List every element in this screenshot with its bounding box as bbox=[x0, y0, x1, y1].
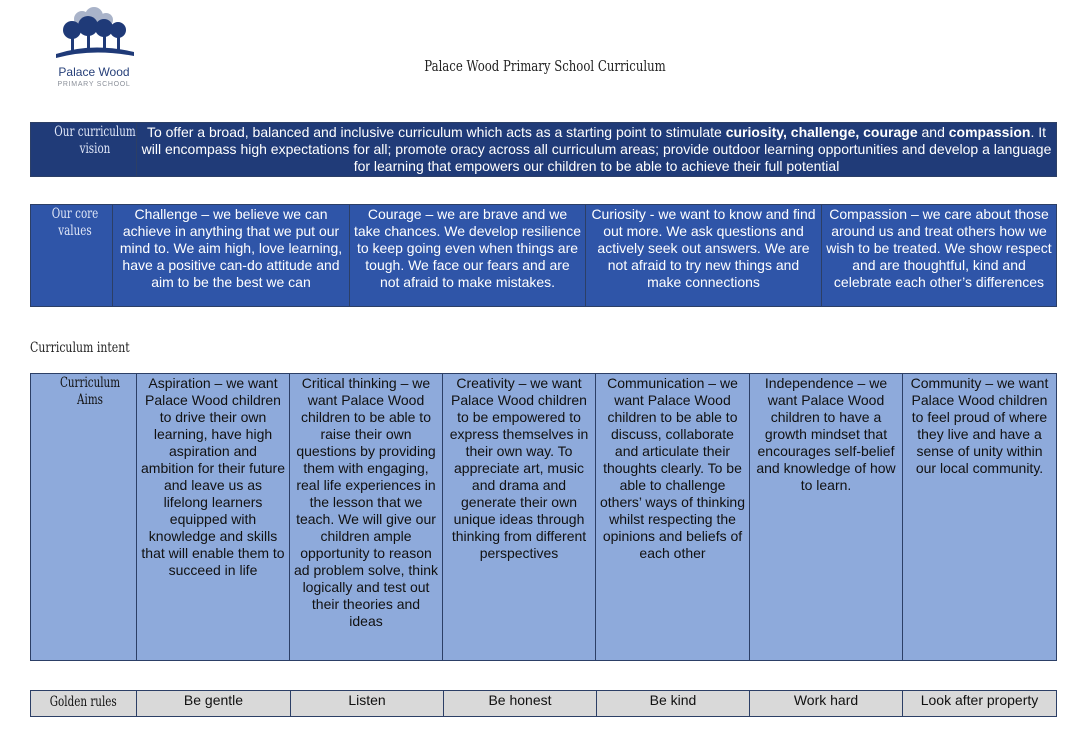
trees-logo-icon bbox=[52, 6, 136, 62]
golden-rule-be-honest: Be honest bbox=[444, 691, 597, 717]
vision-label: Our curriculum vision bbox=[54, 124, 136, 157]
aims-label: Curriculum Aims bbox=[59, 375, 121, 408]
vision-bold-values: curiosity, challenge, courage bbox=[725, 124, 918, 140]
aims-label-cell bbox=[31, 374, 137, 661]
golden-rule-listen: Listen bbox=[291, 691, 444, 717]
core-value-compassion: Compassion – we care about those around us and treat others how we wish to be treated. We show respect and are thoughtful, kind and celebrate each other’s differences bbox=[822, 205, 1057, 307]
golden-rule-be-kind: Be kind bbox=[597, 691, 750, 717]
golden-rules-label: Golden rules bbox=[50, 694, 117, 710]
golden-rules-label-cell bbox=[31, 691, 137, 717]
vision-bold-compassion: compassion bbox=[948, 124, 1031, 140]
aim-communication: Communication – we want Palace Wood children to be able to discuss, collaborate and articulate their thoughts clearly. To be able to challenge others’ ways of thinking whilst respecting the opinions and beliefs of each other bbox=[596, 374, 750, 661]
aim-aspiration: Aspiration – we want Palace Wood children to drive their own learning, have high aspiration and ambition for their future and leave us as lifelong learners equipped with knowledge and skills that will enable them to succeed in life bbox=[137, 374, 290, 661]
vision-text-1: To offer a broad, balanced and inclusive curriculum which acts as a starting point to stimulate bbox=[146, 124, 726, 140]
core-values-table bbox=[30, 204, 1057, 307]
vision-text-2: and bbox=[917, 124, 949, 140]
aim-critical-thinking: Critical thinking – we want Palace Wood children to be able to raise their own questions by providing them with engaging, real life experiences in the lesson that we teach. We will give our children ample opportunity to reason ad problem solve, think logically and test out their theories and ideas bbox=[290, 374, 443, 661]
core-value-curiosity: Curiosity - we want to know and find out more. We ask questions and actively seek out answers. We are not afraid to try new things and make connections bbox=[586, 205, 822, 307]
golden-rule-work-hard: Work hard bbox=[750, 691, 903, 717]
core-value-challenge: Challenge – we believe we can achieve in anything that we put our mind to. We aim high, love learning, have a positive can-do attitude and aim to be the best we can bbox=[113, 205, 350, 307]
core-value-courage: Courage – we are brave and we take chances. We develop resilience to keep going even when things are tough. We face our fears and are not afraid to make mistakes. bbox=[350, 205, 586, 307]
core-values-label: Our core values bbox=[51, 206, 99, 239]
vision-label-cell bbox=[31, 123, 137, 177]
golden-rules-table bbox=[30, 690, 1057, 717]
aim-independence: Independence – we want Palace Wood children to have a growth mindset that encourages self-belief and knowledge of how to learn. bbox=[750, 374, 903, 661]
aim-creativity: Creativity – we want Palace Wood children to be empowered to express themselves in their own way. To appreciate art, music and drama and generate their own unique ideas through thinking from different perspectives bbox=[443, 374, 596, 661]
golden-rule-look-after-property: Look after property bbox=[903, 691, 1057, 717]
golden-rule-be-gentle: Be gentle bbox=[137, 691, 291, 717]
curriculum-intent-heading: Curriculum intent bbox=[30, 340, 130, 356]
vision-text-cell bbox=[137, 123, 1057, 177]
curriculum-vision-table bbox=[30, 122, 1057, 177]
vision-text-3: . It will encompass high expectations for all; promote oracy across all curriculum areas; provide outdoor learning opportunities and develop a language for learning that empowers our children to be able to achieve their full potential bbox=[141, 124, 1052, 174]
school-logo bbox=[52, 6, 142, 92]
logo-school-subtitle: PRIMARY SCHOOL bbox=[57, 81, 131, 88]
logo-school-name: Palace Wood bbox=[58, 65, 130, 79]
core-values-label-cell bbox=[31, 205, 113, 307]
curriculum-aims-table bbox=[30, 373, 1057, 661]
page-title: Palace Wood Primary School Curriculum bbox=[424, 57, 666, 75]
aim-community: Community – we want Palace Wood children to feel proud of where they live and have a sense of unity within our local community. bbox=[903, 374, 1057, 661]
